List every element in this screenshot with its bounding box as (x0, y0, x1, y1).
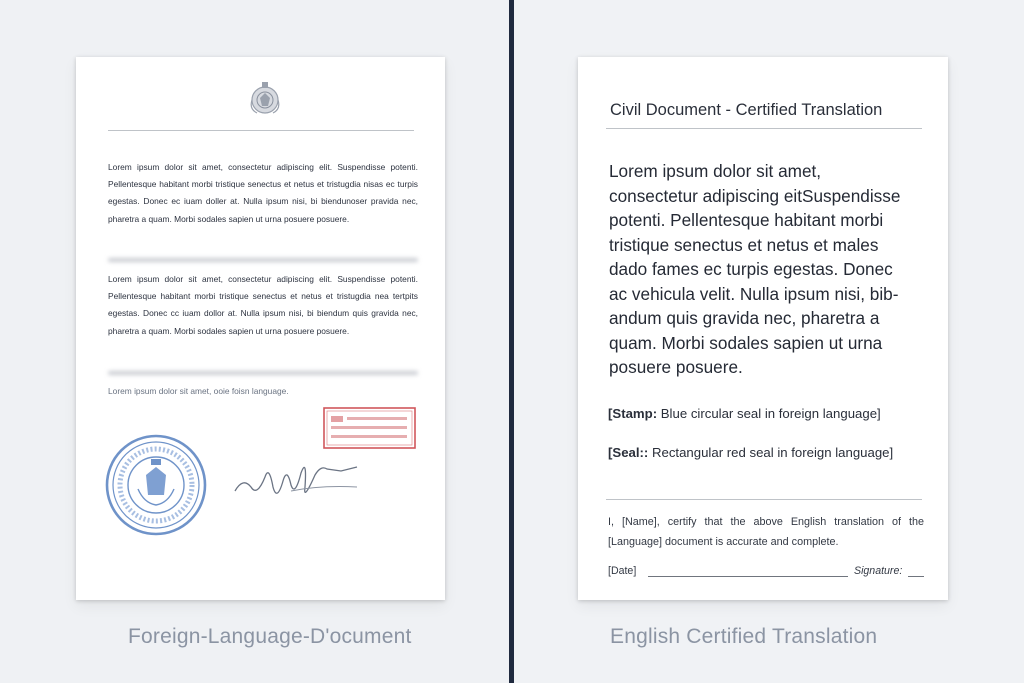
signature-line (908, 576, 924, 577)
left-caption: Foreign-Language-D'ocument (128, 625, 412, 648)
seal-text: Rectangular red seal in foreign language] (651, 445, 894, 460)
paragraph-1: Lorem ipsum dolor sit amet, consectetur adipiscing elit. Suspendisse potenti. Pellentesque habitant morbi tristique senectus et netus et tristugdia nisas ec turpis egestas. Donec ec iuam doller at. Nulla ipsum nisi, bi biendunoser pravida nec, pharetra a quam. Morbi sodales sapien ut urna posuere posuere. (108, 162, 418, 224)
translation-title: Civil Document - Certified Translation (610, 101, 883, 119)
right-caption: English Certified Translation (610, 625, 878, 648)
stamp-note (608, 406, 881, 421)
blue-circular-seal-icon (104, 433, 208, 537)
blurred-line (108, 258, 418, 262)
stamp-label: [Stamp: (608, 406, 658, 421)
translation-body: Lorem ipsum dolor sit amet, consectetur adipiscing eitSuspendisse potenti. Pellentesque habitant morbi tristique senectus et netus et males dado fames ec turpis egestas. Donec ac vehicula velit. Nulla ipsum nisi, bib-andum quis gravida nec, pharetra a quam. Morbi sodales sapien ut urna posuere posuere. (609, 161, 901, 377)
date-label: [Date] (608, 565, 637, 577)
date-signature-row (608, 565, 924, 579)
left-panel (0, 0, 509, 683)
certification-statement: I, [Name], certify that the above English translation of the [Language] document is accurate and complete. (608, 516, 924, 548)
title-rule (606, 128, 922, 129)
signature-label: Signature: (854, 565, 903, 577)
paragraph-2: Lorem ipsum dolor sit amet, consectetur adipiscing elit. Suspendisse potenti. Pellentesque habitant morbi tristique senectus et netus et tristugdia nea tertpits egestas. Donec cc iuam dollor at. Nulla ipsum nisi, bi biendum quis gravida nec, pharetra a quam. Morbi sodales sapien ut urna posuere posuere. (108, 274, 418, 336)
blurred-line (108, 371, 418, 375)
right-panel (514, 0, 1024, 683)
signature-scribble-icon (231, 447, 361, 507)
header-rule (108, 130, 414, 131)
red-rectangular-stamp-icon (323, 407, 416, 449)
short-line: Lorem ipsum dolor sit amet, ooie foisn language. (108, 386, 289, 396)
stamp-text: Blue circular seal in foreign language] (660, 406, 881, 421)
foreign-document-page (76, 57, 445, 600)
seal-label: [Seal:: (608, 445, 649, 460)
certification-rule (606, 499, 922, 500)
date-line (648, 576, 848, 577)
crest-emblem-icon (247, 79, 283, 119)
seal-note (608, 445, 893, 460)
translation-page (578, 57, 948, 600)
